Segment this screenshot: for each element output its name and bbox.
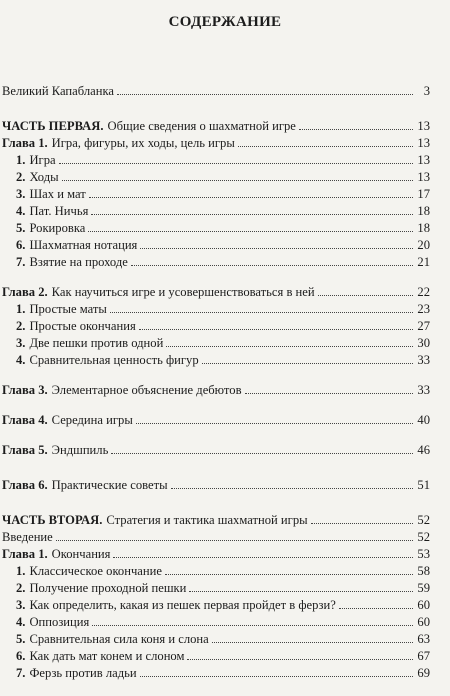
toc-entry[interactable]: [2, 545, 430, 562]
toc-entry[interactable]: [16, 151, 430, 168]
entry-text: Сравнительная сила коня и слона: [29, 632, 209, 646]
entry-label: 1.: [16, 564, 26, 578]
entry-text: Игра, фигуры, их ходы, цель игры: [51, 136, 235, 150]
leader-dots: [131, 264, 413, 266]
entry-label: 3.: [16, 336, 26, 350]
entry-text: Введение: [2, 530, 53, 544]
entry-text: Стратегия и тактика шахматной игры: [106, 513, 308, 527]
entry-text: Оппозиция: [29, 615, 90, 629]
entry-label: ЧАСТЬ ВТОРАЯ.: [2, 513, 103, 527]
leader-dots: [299, 128, 413, 130]
leader-dots: [311, 522, 413, 524]
entry-text: Великий Капабланка: [2, 84, 114, 98]
toc-entry[interactable]: [16, 185, 430, 202]
leader-dots: [111, 452, 413, 454]
leader-dots: [113, 556, 413, 558]
leader-dots: [59, 162, 413, 164]
toc-entry[interactable]: [16, 562, 430, 579]
entry-text: Две пешки против одной: [29, 336, 164, 350]
entry-page: 21: [417, 255, 430, 269]
entry-label: 5.: [16, 221, 26, 235]
toc-entry[interactable]: [16, 317, 430, 334]
toc-entry[interactable]: [16, 647, 430, 664]
entry-label: Глава 5.: [2, 443, 48, 457]
entry-label: 2.: [16, 581, 26, 595]
leader-dots: [89, 196, 413, 198]
entry-text: Игра: [29, 153, 56, 167]
page-title: СОДЕРЖАНИЕ: [168, 14, 282, 30]
entry-text: Общие сведения о шахматной игре: [107, 119, 296, 133]
entry-label: 2.: [16, 170, 26, 184]
entry-text: Эндшпиль: [51, 443, 109, 457]
entry-label: 3.: [16, 187, 26, 201]
toc-entry[interactable]: [2, 283, 430, 300]
entry-text: Сравнительная ценность фигур: [29, 353, 199, 367]
toc-entry[interactable]: [16, 168, 430, 185]
entry-text: Как определить, какая из пешек первая пройдет в ферзи?: [29, 598, 336, 612]
toc-entry[interactable]: [16, 613, 430, 630]
leader-dots: [238, 145, 413, 147]
leader-dots: [136, 422, 413, 424]
leader-dots: [62, 179, 413, 181]
entry-page: 27: [417, 319, 430, 333]
toc-entry[interactable]: [16, 300, 430, 317]
entry-text: Ходы: [29, 170, 59, 184]
entry-text: Как дать мат конем и слоном: [29, 649, 185, 663]
entry-text: Практические советы: [51, 478, 168, 492]
entry-text: Простые маты: [29, 302, 107, 316]
entry-label: 4.: [16, 353, 26, 367]
toc-entry[interactable]: [16, 664, 430, 681]
entry-page: 52: [417, 513, 430, 527]
toc-entry[interactable]: [2, 511, 430, 528]
leader-dots: [56, 539, 413, 541]
leader-dots: [110, 311, 413, 313]
entry-label: Глава 2.: [2, 285, 48, 299]
leader-dots: [245, 392, 413, 394]
entry-page: 18: [417, 221, 430, 235]
leader-dots: [139, 328, 413, 330]
entry-text: Как научиться игре и усовершенствоваться в ней: [51, 285, 315, 299]
entry-page: 23: [417, 302, 430, 316]
toc-entry[interactable]: [2, 381, 430, 398]
toc-entry[interactable]: [16, 596, 430, 613]
toc-entry[interactable]: [16, 236, 430, 253]
leader-dots: [202, 362, 413, 364]
entry-label: 7.: [16, 255, 26, 269]
entry-page: 33: [417, 353, 430, 367]
entry-text: Пат. Ничья: [29, 204, 89, 218]
entry-page: 20: [417, 238, 430, 252]
entry-page: 3: [423, 84, 430, 98]
entry-label: ЧАСТЬ ПЕРВАЯ.: [2, 119, 104, 133]
toc-entry[interactable]: [16, 219, 430, 236]
leader-dots: [166, 345, 413, 347]
leader-dots: [88, 230, 413, 232]
entry-page: 13: [417, 119, 430, 133]
entry-page: 30: [417, 336, 430, 350]
entry-page: 22: [417, 285, 430, 299]
leader-dots: [140, 675, 413, 677]
entry-page: 52: [417, 530, 430, 544]
toc-entry[interactable]: [16, 253, 430, 270]
leader-dots: [165, 573, 413, 575]
leader-dots: [171, 487, 413, 489]
toc-entry[interactable]: [2, 476, 430, 493]
toc-entry[interactable]: [16, 351, 430, 368]
toc-entry[interactable]: [2, 441, 430, 458]
entry-page: 59: [417, 581, 430, 595]
leader-dots: [92, 624, 413, 626]
entry-text: Шахматная нотация: [29, 238, 138, 252]
entry-text: Простые окончания: [29, 319, 136, 333]
entry-text: Элементарное объяснение дебютов: [51, 383, 242, 397]
entry-label: 3.: [16, 598, 26, 612]
entry-label: 6.: [16, 649, 26, 663]
entry-label: 5.: [16, 632, 26, 646]
leader-dots: [117, 93, 413, 95]
entry-page: 67: [417, 649, 430, 663]
leader-dots: [212, 641, 413, 643]
entry-page: 58: [417, 564, 430, 578]
entry-text: Шах и мат: [29, 187, 86, 201]
entry-label: 7.: [16, 666, 26, 680]
entry-label: 4.: [16, 615, 26, 629]
entry-text: Окончания: [51, 547, 111, 561]
entry-page: 60: [417, 615, 430, 629]
entry-page: 18: [417, 204, 430, 218]
toc-entry[interactable]: [2, 82, 430, 99]
entry-text: Рокировка: [29, 221, 86, 235]
entry-label: Глава 4.: [2, 413, 48, 427]
toc-entry[interactable]: [2, 528, 430, 545]
entry-label: Глава 6.: [2, 478, 48, 492]
entry-label: Глава 3.: [2, 383, 48, 397]
leader-dots: [91, 213, 413, 215]
entry-label: 6.: [16, 238, 26, 252]
entry-label: 1.: [16, 302, 26, 316]
entry-page: 13: [417, 170, 430, 184]
entry-page: 13: [417, 153, 430, 167]
toc-entry[interactable]: [2, 134, 430, 151]
leader-dots: [189, 590, 413, 592]
entry-page: 33: [417, 383, 430, 397]
toc-entry[interactable]: [16, 579, 430, 596]
leader-dots: [187, 658, 413, 660]
entry-page: 51: [417, 478, 430, 492]
toc-entry[interactable]: [2, 117, 430, 134]
entry-page: 63: [417, 632, 430, 646]
toc-entry[interactable]: [16, 630, 430, 647]
entry-text: Середина игры: [51, 413, 133, 427]
leader-dots: [339, 607, 413, 609]
entry-text: Ферзь против ладьи: [29, 666, 137, 680]
entry-page: 69: [417, 666, 430, 680]
entry-text: Получение проходной пешки: [29, 581, 187, 595]
entry-page: 17: [417, 187, 430, 201]
entry-page: 46: [417, 443, 430, 457]
toc-entry[interactable]: [16, 334, 430, 351]
toc-entry[interactable]: [2, 411, 430, 428]
toc-entry[interactable]: [16, 202, 430, 219]
entry-page: 53: [417, 547, 430, 561]
entry-label: Глава 1.: [2, 547, 48, 561]
entry-label: Глава 1.: [2, 136, 48, 150]
entry-label: 4.: [16, 204, 26, 218]
entry-label: 1.: [16, 153, 26, 167]
entry-text: Классическое окончание: [29, 564, 162, 578]
entry-page: 40: [417, 413, 430, 427]
entry-text: Взятие на проходе: [29, 255, 128, 269]
entry-page: 13: [417, 136, 430, 150]
entry-page: 60: [417, 598, 430, 612]
entry-label: 2.: [16, 319, 26, 333]
leader-dots: [318, 294, 413, 296]
leader-dots: [140, 247, 413, 249]
